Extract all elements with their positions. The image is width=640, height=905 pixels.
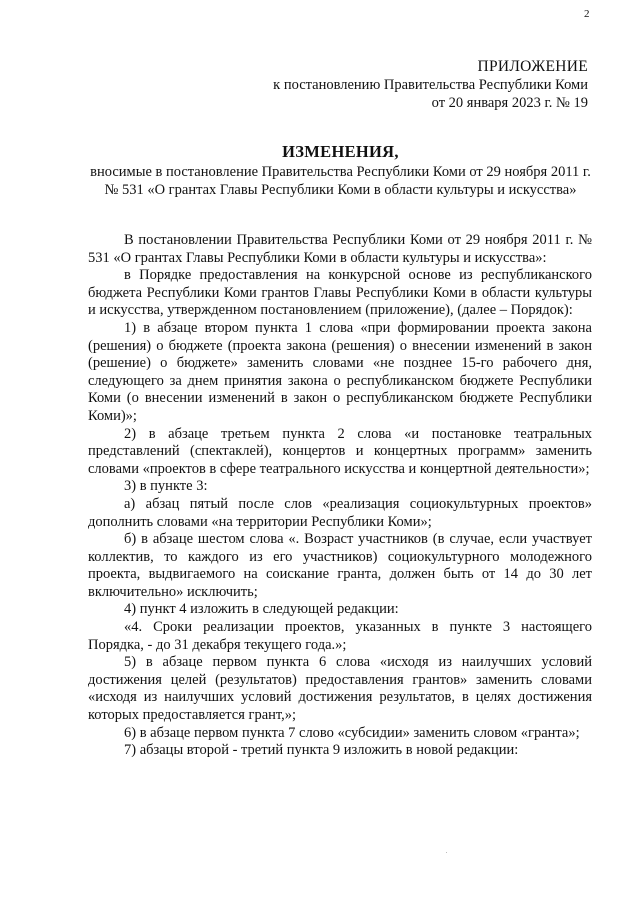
paragraph-item-3a: а) абзац пятый после слов «реализация социокультурных проектов» дополнить словами «на территории Республики Коми»;: [88, 495, 592, 530]
appendix-date: от 20 января 2023 г. № 19: [431, 95, 588, 111]
appendix-reference: к постановлению Правительства Республики Коми: [273, 77, 588, 93]
paragraph-item-5: 5) в абзаце первом пункта 6 слова «исходя из наилучших условий достижения целей (результатов) предоставления грантов» заменить словами «исходя из наилучших условий достижения результатов, в целях достижения которых предоставляется грант,»;: [88, 654, 592, 724]
paragraph-item-7: 7) абзацы второй - третий пункта 9 изложить в новой редакции:: [124, 742, 519, 759]
paragraph-order: в Порядке предоставления на конкурсной основе из республиканского бюджета Республики Коми грантов Главы Республики Коми в области культуры и искусства, утвержденном постановлением (приложение), (далее – Порядок):: [88, 267, 592, 319]
paragraph-item-6: 6) в абзаце первом пункта 7 слово «субсидии» заменить словом «гранта»;: [124, 724, 580, 741]
appendix-header: [273, 58, 588, 112]
paragraph-item-2: 2) в абзаце третьем пункта 2 слова «и постановке театральных представлений (спектаклей), концертов и концертных программ» заменить словами «проектов в сфере театрального искусства и концертной деятельности»;: [88, 425, 592, 477]
paragraph-intro: В постановлении Правительства Республики Коми от 29 ноября 2011 г. № 531 «О грантах Главы Республики Коми в области культуры и искусства»:: [88, 232, 592, 266]
paragraph-item-3b: б) в абзаце шестом слова «. Возраст участников (в случае, если участвует коллектив, то каждого из его участников) социокультурного молодежного проекта, выдвигаемого на соискание гранта, должен быть от 14 до 30 лет включительно» исключить;: [88, 531, 592, 600]
paragraph-item-1: 1) в абзаце втором пункта 1 слова «при формировании проекта закона (решения) о бюджете (проекта закона (решения) о внесении изменений в закон (решение) о бюджете» заменить словами «не позднее 15-го рабочего дня, следующего за днем принятия закона о республиканском бюджете Республики Коми (о внесении изменений в закон о республиканском бюджете Республики Коми)»;: [88, 319, 592, 424]
document-title-block: [88, 143, 593, 199]
document-subtitle: вносимые в постановление Правительства Республики Коми от 29 ноября 2011 г. № 531 «О грантах Главы Республики Коми в области культуры и искусства»: [90, 164, 591, 198]
appendix-heading: ПРИЛОЖЕНИЕ: [477, 58, 588, 75]
scan-speck: [446, 852, 447, 853]
page-number: 2: [584, 8, 590, 20]
paragraph-item-3: 3) в пункте 3:: [124, 478, 208, 495]
paragraph-item-4-text: «4. Сроки реализации проектов, указанных в пункте 3 настоящего Порядка, - до 31 декабря текущего года.»;: [88, 619, 592, 653]
document-body: [88, 232, 592, 760]
document-title: ИЗМЕНЕНИЯ,: [282, 142, 399, 161]
paragraph-item-4: 4) пункт 4 изложить в следующей редакции:: [124, 601, 399, 618]
